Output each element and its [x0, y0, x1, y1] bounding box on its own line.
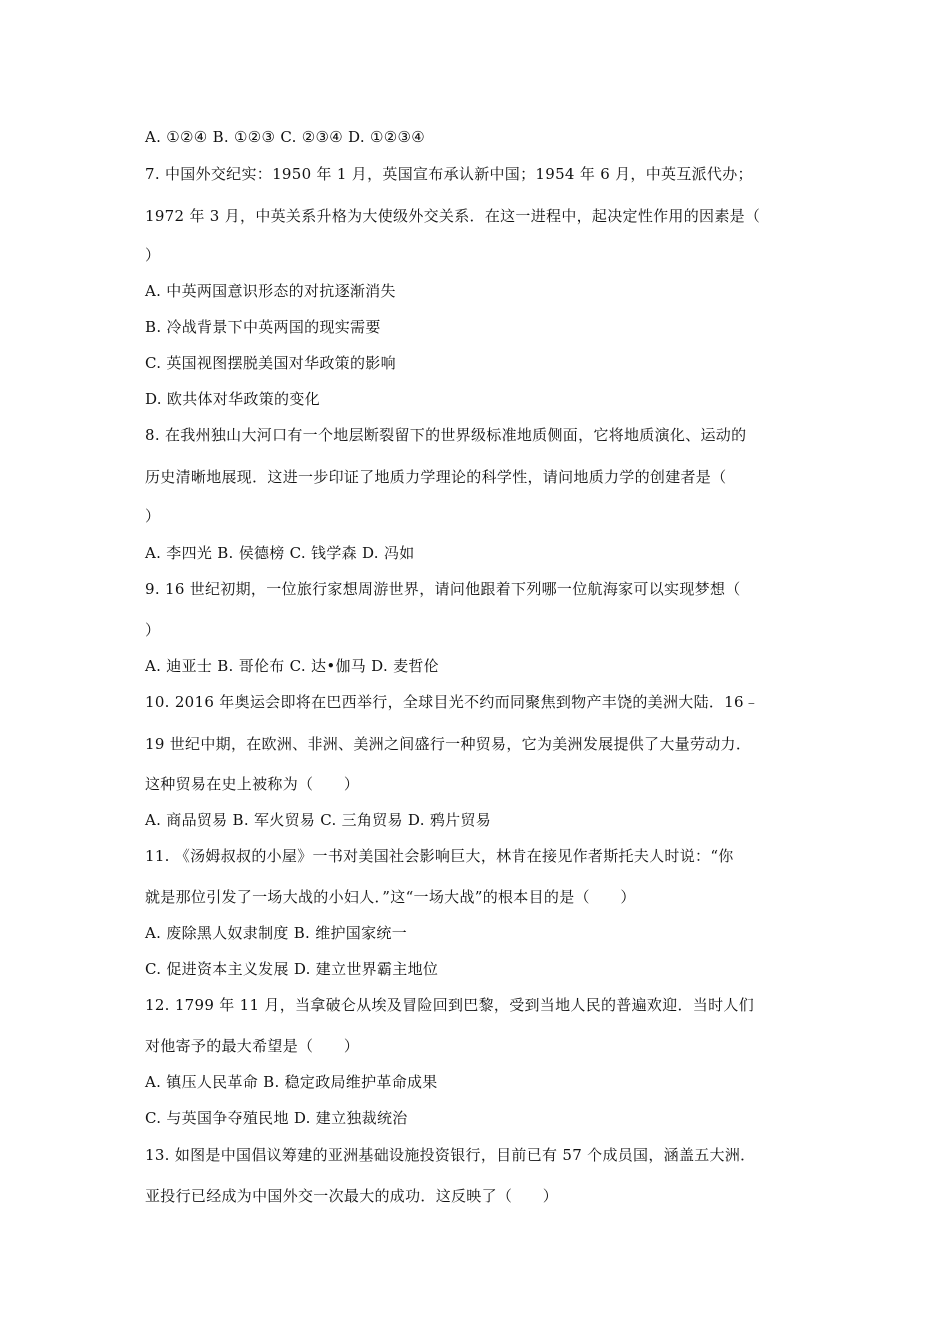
q7-stem-line-2: 1972 年 3 月，中英关系升格为大使级外交关系．在这一进程中，起决定性作用的因素是（ — [145, 207, 761, 225]
q11-options-cd: C. 促进资本主义发展 D. 建立世界霸主地位 — [145, 960, 439, 978]
q12-stem-line-1: 12. 1799 年 11 月，当拿破仑从埃及冒险回到巴黎，受到当地人民的普遍欢迎．当时人们 — [145, 996, 754, 1014]
q10-stem-line-3: 这种贸易在史上被称为（ ） — [145, 775, 360, 793]
q8-stem-bracket: ） — [145, 507, 161, 525]
q11-stem-line-2: 就是那位引发了一场大战的小妇人．”这“一场大战”的根本目的是（ ） — [145, 888, 636, 906]
q7-option-c: C. 英国视图摆脱美国对华政策的影响 — [145, 354, 396, 372]
q13-stem-line-1: 13. 如图是中国倡议筹建的亚洲基础设施投资银行，目前已有 57 个成员国，涵盖五大洲． — [145, 1146, 756, 1164]
q8-options: A. 李四光 B. 侯德榜 C. 钱学森 D. 冯如 — [145, 544, 415, 562]
q7-option-b: B. 冷战背景下中英两国的现实需要 — [145, 318, 381, 336]
q9-options: A. 迪亚士 B. 哥伦布 C. 达•伽马 D. 麦哲伦 — [145, 657, 439, 675]
q8-stem-line-2: 历史清晰地展现．这进一步印证了地质力学理论的科学性，请问地质力学的创建者是（ — [145, 468, 727, 486]
q10-options: A. 商品贸易 B. 军火贸易 C. 三角贸易 D. 鸦片贸易 — [145, 811, 492, 829]
q11-stem-line-1: 11. 《汤姆叔叔的小屋》一书对美国社会影响巨大，林肯在接见作者斯托夫人时说：“你 — [145, 847, 734, 865]
q12-options-ab: A. 镇压人民革命 B. 稳定政局维护革命成果 — [145, 1073, 438, 1091]
q7-option-a: A. 中英两国意识形态的对抗逐渐消失 — [145, 282, 396, 300]
q7-stem-bracket: ） — [145, 246, 161, 264]
q7-option-d: D. 欧共体对华政策的变化 — [145, 390, 320, 408]
q13-stem-line-2: 亚投行已经成为中国外交一次最大的成功．这反映了（ ） — [145, 1187, 559, 1205]
q10-stem-line-1: 10. 2016 年奥运会即将在巴西举行，全球目光不约而同聚焦到物产丰饶的美洲大陆．16﹣ — [145, 693, 760, 711]
q7-stem-line-1: 7. 中国外交纪实：1950 年 1 月，英国宣布承认新中国；1954 年 6 月，中英互派代办； — [145, 165, 753, 183]
q9-stem-bracket: ） — [145, 621, 161, 639]
q11-options-ab: A. 废除黑人奴隶制度 B. 维护国家统一 — [145, 924, 407, 942]
q12-stem-line-2: 对他寄予的最大希望是（ ） — [145, 1037, 360, 1055]
q6-options: A. ①②④ B. ①②③ C. ②③④ D. ①②③④ — [145, 128, 425, 146]
q12-options-cd: C. 与英国争夺殖民地 D. 建立独裁统治 — [145, 1109, 408, 1127]
q9-stem-line-1: 9. 16 世纪初期，一位旅行家想周游世界，请问他跟着下列哪一位航海家可以实现梦想（ — [145, 580, 741, 598]
q8-stem-line-1: 8. 在我州独山大河口有一个地层断裂留下的世界级标准地质侧面，它将地质演化、运动的 — [145, 426, 747, 444]
q10-stem-line-2: 19 世纪中期，在欧洲、非洲、美洲之间盛行一种贸易，它为美洲发展提供了大量劳动力． — [145, 735, 752, 753]
